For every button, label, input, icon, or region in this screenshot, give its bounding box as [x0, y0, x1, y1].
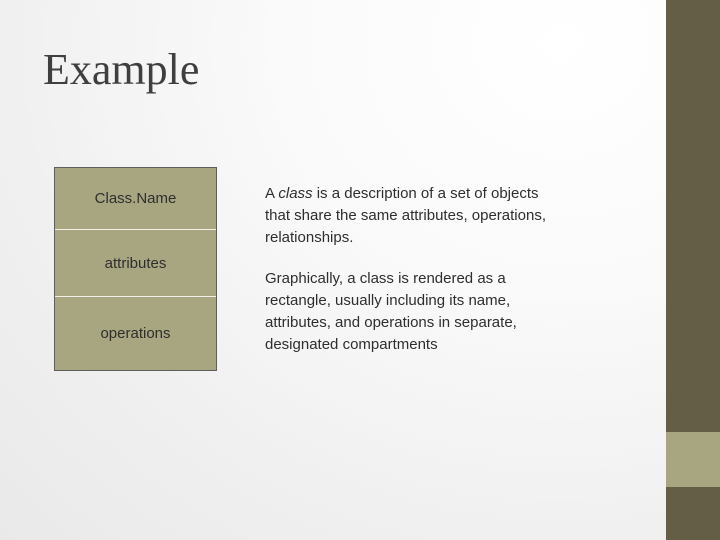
decorative-sidebar-accent [666, 432, 720, 487]
attributes-label: attributes [104, 254, 167, 272]
class-name-compartment [55, 168, 216, 230]
attributes-compartment [55, 230, 216, 297]
definition-prefix: A [265, 185, 279, 202]
slide-title: Example [43, 45, 200, 94]
graphical-rendering-paragraph: Graphically, a class is rendered as a rectangle, usually including its name, attributes, and operations in separate, designated compartments [265, 270, 517, 353]
definition-emphasis: class [278, 185, 313, 202]
operations-compartment [55, 297, 216, 370]
uml-class-diagram [54, 167, 217, 371]
operations-label: operations [100, 325, 171, 342]
definition-suffix: is a description of a set of objects that share the same attributes, operations, relationships. [265, 185, 546, 246]
class-definition-paragraph [265, 183, 565, 249]
class-name-label: Class.Name [94, 190, 177, 207]
